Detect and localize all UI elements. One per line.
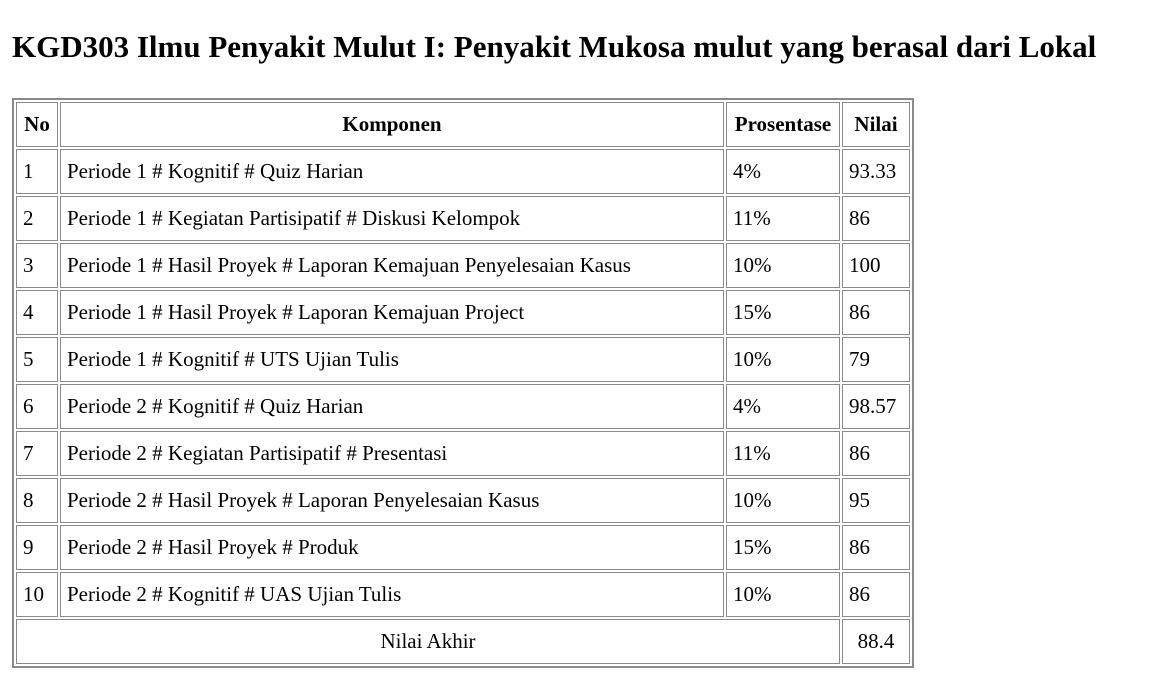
table-row [16, 196, 910, 241]
header-prosentase: Prosentase [726, 102, 840, 147]
cell-nilai: 95 [842, 478, 910, 523]
table-row [16, 149, 910, 194]
cell-nilai: 79 [842, 337, 910, 382]
table-header-row [16, 102, 910, 147]
cell-nilai: 86 [842, 431, 910, 476]
header-no: No [16, 102, 58, 147]
cell-prosentase: 15% [726, 290, 840, 335]
cell-nilai: 100 [842, 243, 910, 288]
final-grade-label: Nilai Akhir [16, 619, 840, 664]
cell-prosentase: 4% [726, 384, 840, 429]
cell-nilai: 98.57 [842, 384, 910, 429]
cell-prosentase: 10% [726, 243, 840, 288]
cell-nilai: 86 [842, 290, 910, 335]
table-row [16, 572, 910, 617]
cell-nilai: 86 [842, 525, 910, 570]
cell-nilai: 93.33 [842, 149, 910, 194]
cell-no: 7 [16, 431, 58, 476]
header-nilai: Nilai [842, 102, 910, 147]
table-row [16, 290, 910, 335]
cell-komponen: Periode 2 # Hasil Proyek # Produk [60, 525, 724, 570]
cell-komponen: Periode 1 # Hasil Proyek # Laporan Kemajuan Project [60, 290, 724, 335]
cell-no: 6 [16, 384, 58, 429]
table-row [16, 431, 910, 476]
cell-no: 9 [16, 525, 58, 570]
grades-table [12, 98, 914, 668]
cell-no: 1 [16, 149, 58, 194]
cell-no: 8 [16, 478, 58, 523]
cell-komponen: Periode 2 # Hasil Proyek # Laporan Penyelesaian Kasus [60, 478, 724, 523]
cell-prosentase: 11% [726, 431, 840, 476]
cell-nilai: 86 [842, 196, 910, 241]
cell-prosentase: 10% [726, 572, 840, 617]
cell-komponen: Periode 1 # Hasil Proyek # Laporan Kemajuan Penyelesaian Kasus [60, 243, 724, 288]
cell-komponen: Periode 2 # Kognitif # UAS Ujian Tulis [60, 572, 724, 617]
cell-no: 10 [16, 572, 58, 617]
cell-komponen: Periode 1 # Kognitif # Quiz Harian [60, 149, 724, 194]
cell-prosentase: 4% [726, 149, 840, 194]
header-komponen: Komponen [60, 102, 724, 147]
grades-body [16, 149, 910, 664]
table-row [16, 243, 910, 288]
cell-komponen: Periode 1 # Kegiatan Partisipatif # Diskusi Kelompok [60, 196, 724, 241]
cell-prosentase: 10% [726, 478, 840, 523]
cell-komponen: Periode 2 # Kegiatan Partisipatif # Presentasi [60, 431, 724, 476]
cell-no: 4 [16, 290, 58, 335]
table-row [16, 337, 910, 382]
final-grade-row [16, 619, 910, 664]
cell-no: 5 [16, 337, 58, 382]
cell-prosentase: 10% [726, 337, 840, 382]
cell-prosentase: 11% [726, 196, 840, 241]
table-row [16, 525, 910, 570]
table-row [16, 478, 910, 523]
final-grade-value: 88.4 [842, 619, 910, 664]
page-title: KGD303 Ilmu Penyakit Mulut I: Penyakit Mukosa mulut yang berasal dari Lokal [12, 29, 1097, 64]
cell-prosentase: 15% [726, 525, 840, 570]
cell-no: 3 [16, 243, 58, 288]
cell-komponen: Periode 1 # Kognitif # UTS Ujian Tulis [60, 337, 724, 382]
cell-no: 2 [16, 196, 58, 241]
table-row [16, 384, 910, 429]
cell-nilai: 86 [842, 572, 910, 617]
cell-komponen: Periode 2 # Kognitif # Quiz Harian [60, 384, 724, 429]
